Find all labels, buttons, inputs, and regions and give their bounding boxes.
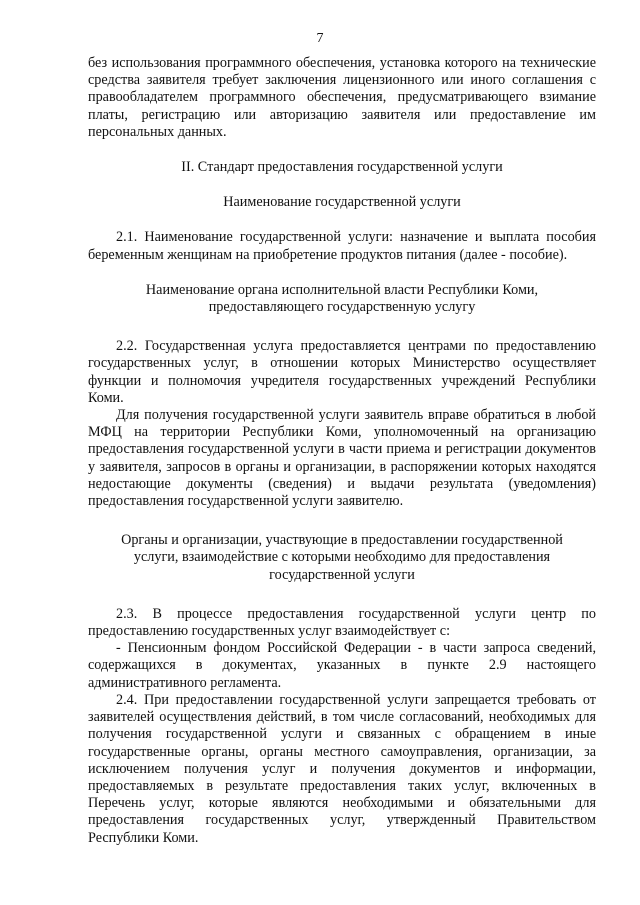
heading-organizations-line2: услуги, взаимодействие с которыми необходимо для предоставления (133, 549, 551, 566)
paragraph-intro-continuation: без использования программного обеспечения, установка которого на технические средства заявителя требует заключения лицензионного или иного соглашения с правообладателем программного обеспечения, предусматривающего взимание платы, регистрацию или авторизацию заявителя или предоставление им персональных данных. (88, 55, 596, 140)
page-number: 7 (316, 31, 324, 46)
heading-authority-line1: Наименование органа исполнительной власти Республики Коми, (145, 281, 539, 298)
paragraph-2-3: 2.3. В процессе предоставления государственной услуги центр по предоставлению государственных услуг взаимодействует с: (88, 605, 596, 640)
heading-authority-line2: предоставляющего государственную услугу (208, 299, 476, 316)
heading-organizations-line3: государственной услуги (269, 566, 415, 583)
paragraph-2-2-mfc: Для получения государственной услуги заявитель вправе обратиться в любой МФЦ на территории Республики Коми, уполномоченный на организацию предоставления государственной услуги в части приема и регистрации документов у заявителя, запросов в органы и организации, в распоряжении которых находятся недостающие документы (сведения) и выдачи результата (уведомления) предоставления государственной услуги заявителю. (88, 407, 596, 510)
heading-organizations-line1: Органы и организации, участвующие в предоставлении государственной (121, 532, 563, 549)
document-body (88, 55, 596, 847)
heading-service-name: Наименование государственной услуги (223, 194, 461, 211)
section-title: II. Стандарт предоставления государственной услуги (181, 159, 503, 176)
paragraph-2-1: 2.1. Наименование государственной услуги: назначение и выплата пособия беременным женщинам на приобретение продуктов питания (далее - пособие). (88, 229, 596, 263)
paragraph-2-3-item: - Пенсионным фондом Российской Федерации - в части запроса сведений, содержащихся в документах, указанных в пункте 2.9 настоящего административного регламента. (88, 640, 596, 691)
paragraph-2-2: 2.2. Государственная услуга предоставляется центрами по предоставлению государственных услуг, в отношении которых Министерство осуществляет функции и полномочия учредителя государственных учреждений Республики Коми. (88, 338, 596, 406)
paragraph-2-4: 2.4. При предоставлении государственной услуги запрещается требовать от заявителей осуществления действий, в том числе согласований, необходимых для получения государственной услуги и связанных с обращением в иные государственные органы, органы местного самоуправления, организации, за исключением получения услуг и получения документов и информации, предоставляемых в результате предоставления таких услуг, включенных в Перечень услуг, которые являются необходимыми и обязательными для предоставления государственных услуг, утвержденный Правительством Республики Коми. (88, 691, 596, 846)
